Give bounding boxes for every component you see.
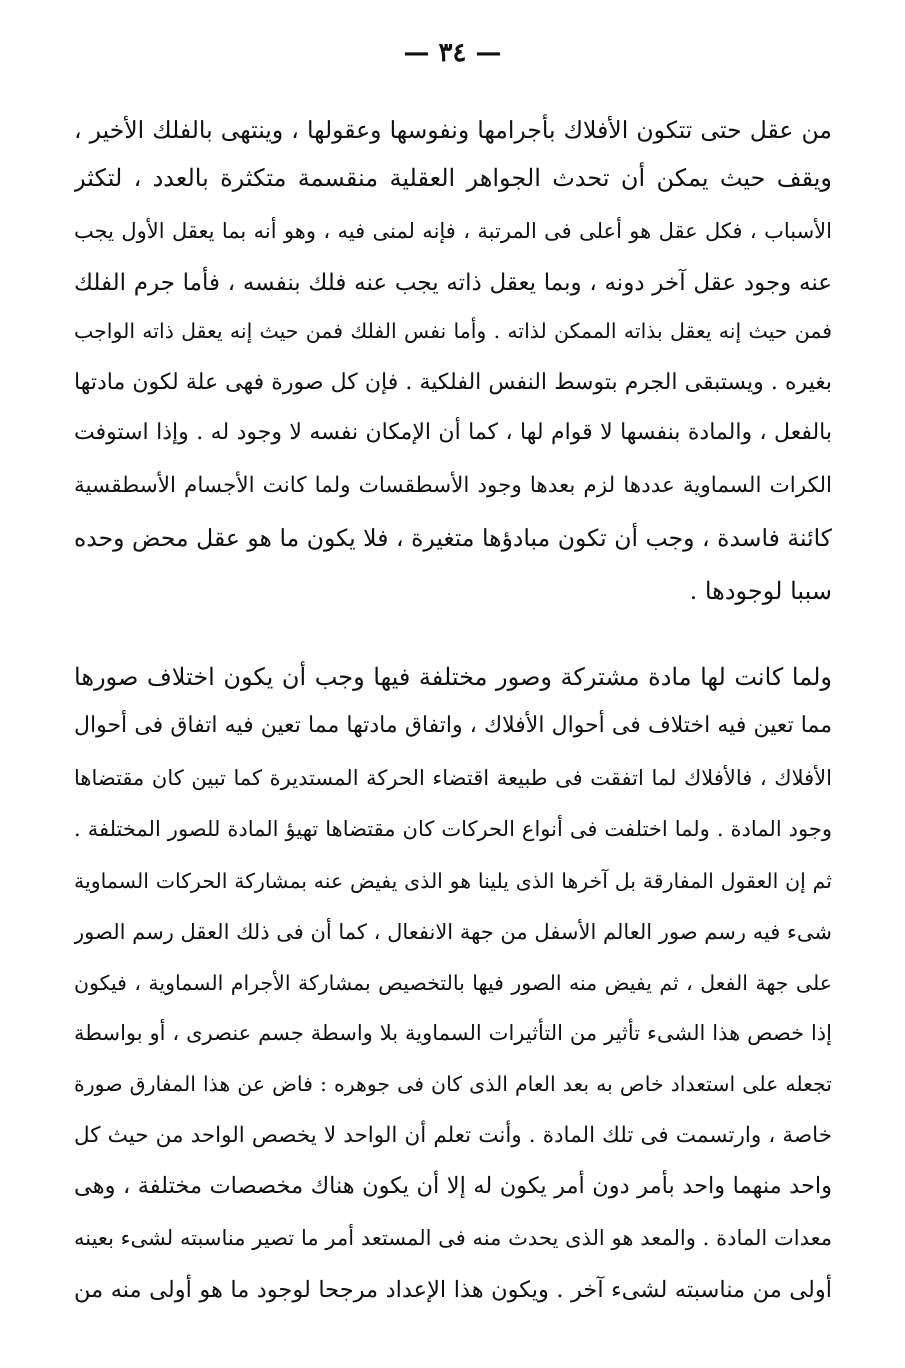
text-line: بالفعل ، والمادة بنفسها لا قوام لها ، كما أن الإمكان نفسه لا وجود له . وإذا استوفت — [74, 420, 832, 445]
page-number: — ٣٤ — — [403, 38, 502, 68]
text-line: كائنة فاسدة ، وجب أن تكون مبادؤها متغيرة ، فلا يكون ما هو عقل محض وحده — [74, 524, 832, 552]
text-line: بغيره . ويستبقى الجرم بتوسط النفس الفلكية . فإن كل صورة فهى علة لكون مادتها — [74, 370, 832, 395]
text-line: أولى من مناسبته لشىء آخر . ويكون هذا الإعداد مرجحا لوجود ما هو أولى منه من — [74, 1277, 832, 1303]
text-line: معدات المادة . والمعد هو الذى يحدث منه فى المستعد أمر ما تصير مناسبته لشىء بعينه — [74, 1226, 832, 1250]
text-line: واحد منهما واحد بأمر دون أمر يكون له إلا أن يكون هناك مخصصات مختلفة ، وهى — [74, 1173, 832, 1199]
text-line: مما تعين فيه اختلاف فى أحوال الأفلاك ، واتفاق مادتها مما تعين فيه اتفاق فى أحوال — [74, 713, 832, 738]
text-line: الأفلاك ، فالأفلاك لما اتفقت فى طبيعة اقتضاء الحركة المستديرة كما تبين كان مقتضاها — [74, 766, 832, 790]
text-line: وجود المادة . ولما اختلفت فى أنواع الحركات كان مقتضاها تهيؤ المادة للصور المختلفة . — [74, 817, 832, 841]
text-line: تجعله على استعداد خاص به بعد العام الذى كان فى جوهره : فاض عن هذا المفارق صورة — [74, 1072, 832, 1096]
text-line: ولما كانت لها مادة مشتركة وصور مختلفة فيها وجب أن يكون اختلاف صورها — [74, 663, 832, 691]
text-line: على جهة الفعل ، ثم يفيض منه الصور فيها بالتخصيص بمشاركة الأجرام السماوية ، فيكون — [74, 971, 832, 995]
text-line: عنه وجود عقل آخر دونه ، وبما يعقل ذاته يجب عنه فلك بنفسه ، فأما جرم الفلك — [74, 270, 832, 296]
text-line: ثم إن العقول المفارقة بل آخرها الذى يلينا هو الذى يفيض عنه بمشاركة الحركات السماوية — [74, 869, 832, 893]
text-line: الأسباب ، فكل عقل هو أعلى فى المرتبة ، فإنه لمنى فيه ، وهو أنه بما يعقل الأول يجب — [74, 219, 832, 243]
text-line: الكرات السماوية عددها لزم بعدها وجود الأسطقسات ولما كانت الأجسام الأسطقسية — [74, 473, 832, 498]
text-line: خاصة ، وارتسمت فى تلك المادة . وأنت تعلم أن الواحد لا يخصص الواحد من حيث كل — [74, 1123, 832, 1148]
text-line: سببا لوجودها . — [689, 577, 832, 605]
text-line: ويقف حيث يمكن أن تحدث الجواهر العقلية منقسمة متكثرة بالعدد ، لتكثر — [74, 164, 832, 192]
text-line: من عقل حتى تتكون الأفلاك بأجرامها ونفوسها وعقولها ، وينتهى بالفلك الأخير ، — [74, 116, 832, 144]
text-line: فمن حيث إنه يعقل بذاته الممكن لذاته . وأما نفس الفلك فمن حيث إنه يعقل ذاته الواجب — [74, 319, 832, 343]
text-line: شىء فيه رسم صور العالم الأسفل من جهة الانفعال ، كما أن فى ذلك العقل رسم الصور — [74, 920, 832, 944]
text-line: إذا خصص هذا الشىء تأثير من التأثيرات السماوية بلا واسطة جسم عنصرى ، أو بواسطة — [74, 1021, 832, 1045]
